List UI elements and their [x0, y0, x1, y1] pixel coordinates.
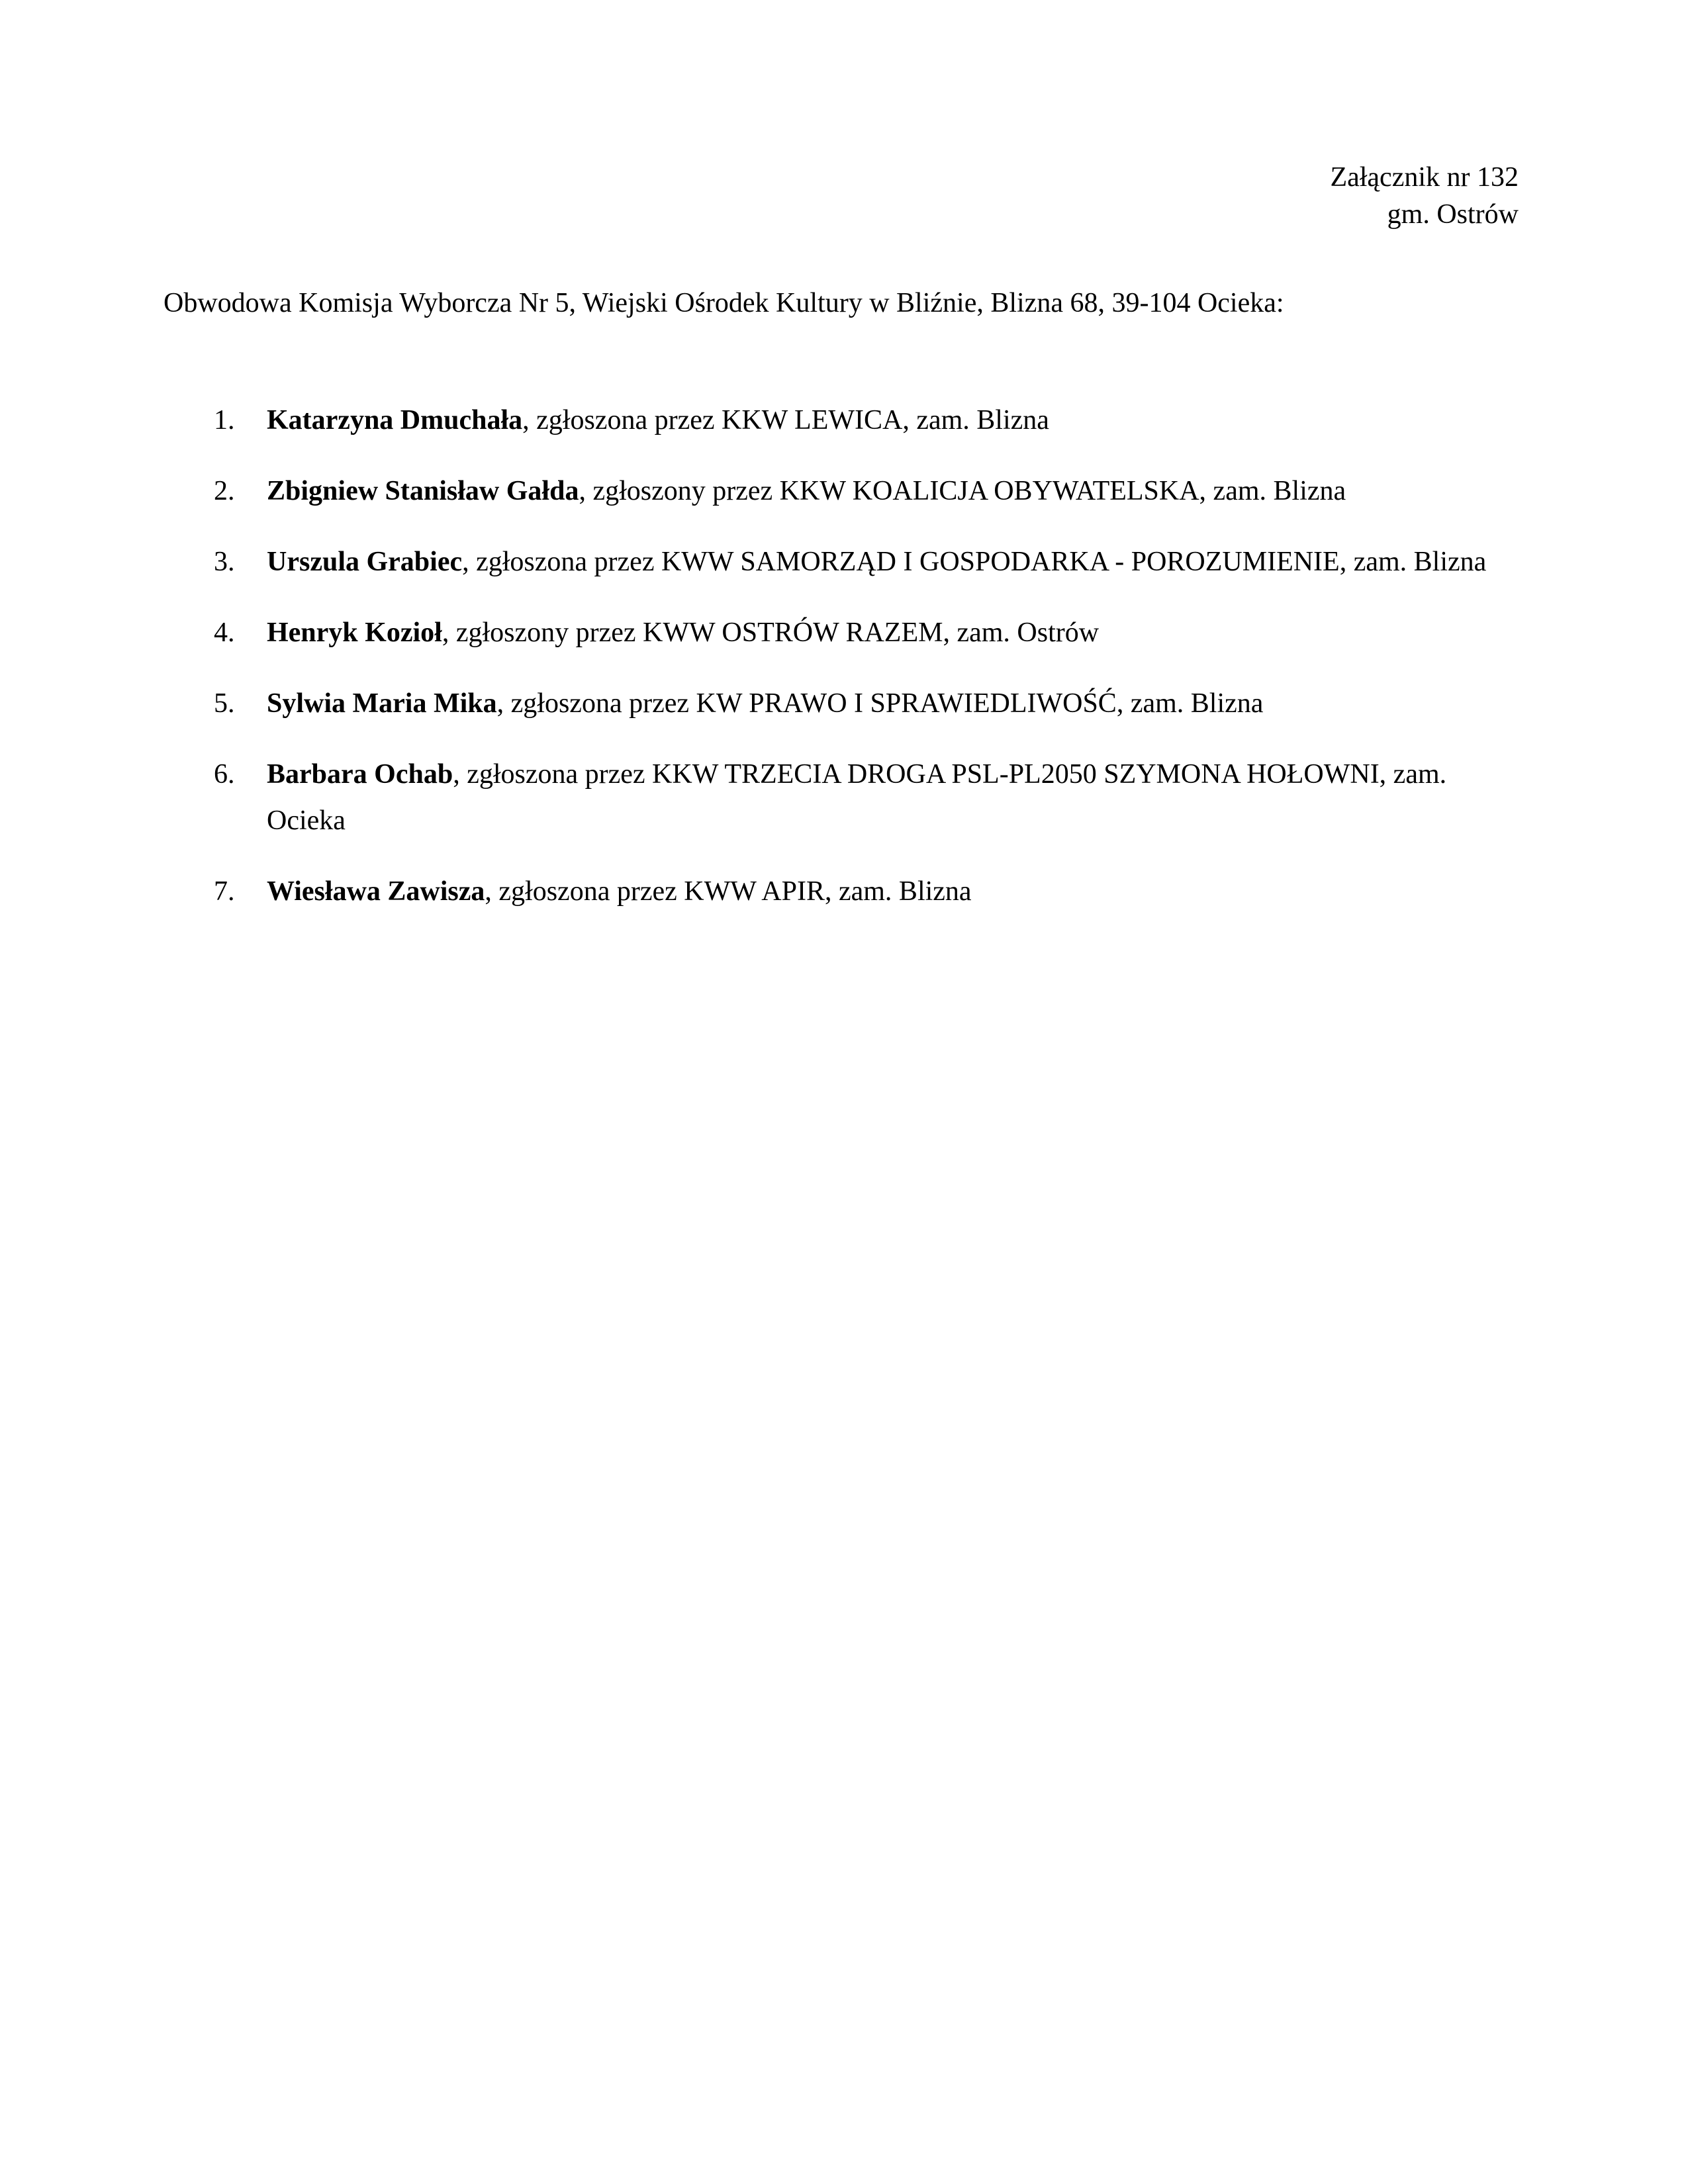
member-name: Urszula Grabiec — [267, 547, 463, 577]
member-name: Zbigniew Stanisław Gałda — [267, 476, 579, 506]
list-item — [0, 680, 1511, 727]
list-item — [0, 868, 1511, 915]
item-number: 1. — [214, 405, 235, 435]
member-details: , zgłoszona przez KW PRAWO I SPRAWIEDLIWOŚĆ, zam. Blizna — [496, 688, 1264, 719]
member-details: , zgłoszony przez KWW OSTRÓW RAZEM, zam. Ostrów — [442, 617, 1100, 648]
member-name: Sylwia Maria Mika — [267, 688, 497, 719]
attachment-number: Załącznik nr 132 — [1330, 162, 1519, 193]
member-details: , zgłoszona przez KKW LEWICA, zam. Blizna — [522, 405, 1049, 435]
list-item — [0, 539, 1511, 585]
attachment-header — [1330, 159, 1519, 233]
list-item — [0, 468, 1511, 514]
municipality-name: gm. Ostrów — [1387, 199, 1519, 230]
item-number: 3. — [214, 547, 235, 577]
item-number: 2. — [214, 476, 235, 506]
member-details: , zgłoszony przez KKW KOALICJA OBYWATELSKA, zam. Blizna — [579, 476, 1346, 506]
member-name: Katarzyna Dmuchała — [267, 405, 523, 435]
item-number: 5. — [214, 688, 235, 719]
item-number: 6. — [214, 759, 235, 790]
member-details: , zgłoszona przez KWW APIR, zam. Blizna — [485, 876, 972, 907]
member-name: Wiesława Zawisza — [267, 876, 485, 907]
list-item — [0, 397, 1511, 443]
item-number: 7. — [214, 876, 235, 907]
commission-title: Obwodowa Komisja Wyborcza Nr 5, Wiejski Ośrodek Kultury w Bliźnie, Blizna 68, 39-104 Ocieka: — [164, 288, 1284, 318]
member-name: Barbara Ochab — [267, 759, 453, 790]
list-item — [0, 610, 1511, 656]
member-details: , zgłoszona przez KWW SAMORZĄD I GOSPODARKA - POROZUMIENIE, zam. Blizna — [462, 547, 1487, 577]
list-item — [0, 751, 1511, 844]
member-list — [0, 397, 1688, 939]
item-number: 4. — [214, 617, 235, 648]
member-details: , zgłoszona przez KKW TRZECIA DROGA PSL-PL2050 SZYMONA HOŁOWNI, zam. Ocieka — [267, 759, 1447, 836]
member-name: Henryk Kozioł — [267, 617, 442, 648]
